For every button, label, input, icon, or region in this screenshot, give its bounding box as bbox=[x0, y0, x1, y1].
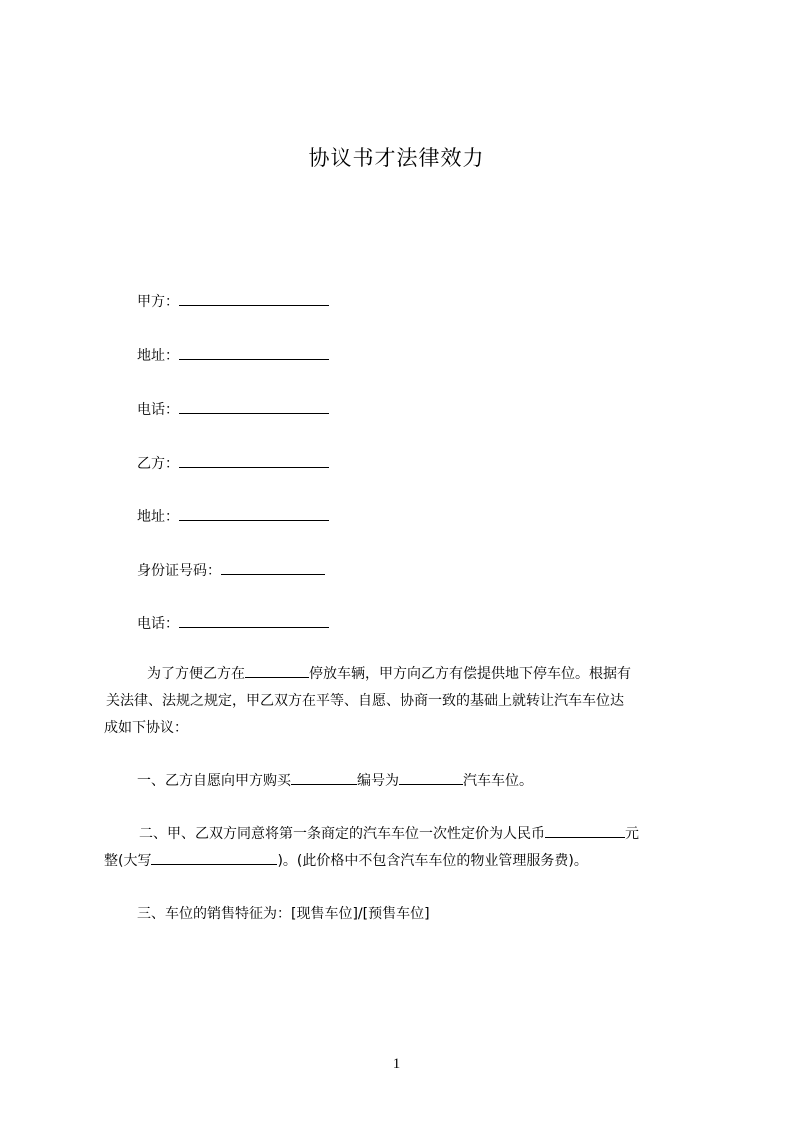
intro-text-1: 为了方便乙方在 bbox=[147, 666, 245, 682]
purchase-blank bbox=[291, 769, 357, 785]
clause-2-line-1 bbox=[139, 820, 639, 848]
party-a-address-field bbox=[137, 344, 329, 366]
price-uppercase-blank bbox=[151, 849, 277, 865]
party-b-address-field bbox=[137, 505, 329, 527]
clause-3: 三、车位的销售特征为：[现售车位]/[预售车位] bbox=[137, 906, 430, 922]
party-b-phone-blank bbox=[179, 612, 329, 628]
party-b-phone-label: 电话： bbox=[137, 616, 179, 632]
clause-2-text-3: 整(大写 bbox=[104, 853, 152, 869]
party-b-id-field bbox=[137, 559, 325, 581]
party-b-field bbox=[137, 452, 329, 474]
party-a-address-label: 地址： bbox=[137, 348, 179, 364]
intro-line-2: 关法律、法规之规定，甲乙双方在平等、自愿、协商一致的基础上就转让汽车车位达 bbox=[106, 693, 624, 709]
party-a-label: 甲方： bbox=[137, 294, 179, 310]
party-b-blank bbox=[179, 452, 329, 468]
party-b-address-label: 地址： bbox=[137, 509, 179, 525]
clause-2-text-2: 元 bbox=[625, 826, 639, 842]
intro-text-2: 停放车辆，甲方向乙方有偿提供地下停车位。根据有 bbox=[309, 666, 631, 682]
parking-location-blank bbox=[245, 662, 309, 678]
document-title: 协议书才法律效力 bbox=[308, 146, 485, 170]
party-a-blank bbox=[179, 290, 329, 306]
price-blank bbox=[545, 822, 625, 838]
clause-1-text-3: 汽车车位。 bbox=[463, 773, 533, 789]
party-b-address-blank bbox=[179, 505, 329, 521]
clause-1-text-1: 一、乙方自愿向甲方购买 bbox=[137, 773, 291, 789]
party-a-field bbox=[137, 290, 329, 312]
page-number: 1 bbox=[392, 1056, 401, 1072]
party-a-phone-blank bbox=[179, 398, 329, 414]
intro-line-1 bbox=[147, 660, 631, 688]
party-a-phone-label: 电话： bbox=[137, 402, 179, 418]
clause-1-text-2: 编号为 bbox=[357, 773, 399, 789]
clause-2-text-4: )。(此价格中不包含汽车车位的物业管理服务费)。 bbox=[277, 853, 588, 869]
clause-1 bbox=[137, 767, 533, 795]
party-b-id-label: 身份证号码： bbox=[137, 563, 221, 579]
clause-2-line-2 bbox=[104, 847, 588, 875]
party-a-address-blank bbox=[179, 344, 329, 360]
party-b-id-blank bbox=[221, 559, 325, 575]
clause-2-text-1: 二、甲、乙双方同意将第一条商定的汽车车位一次性定价为人民币 bbox=[139, 826, 545, 842]
party-b-label: 乙方： bbox=[137, 456, 179, 472]
spot-number-blank bbox=[399, 769, 463, 785]
party-b-phone-field bbox=[137, 612, 329, 634]
party-a-phone-field bbox=[137, 398, 329, 420]
intro-line-3: 成如下协议： bbox=[104, 720, 188, 736]
